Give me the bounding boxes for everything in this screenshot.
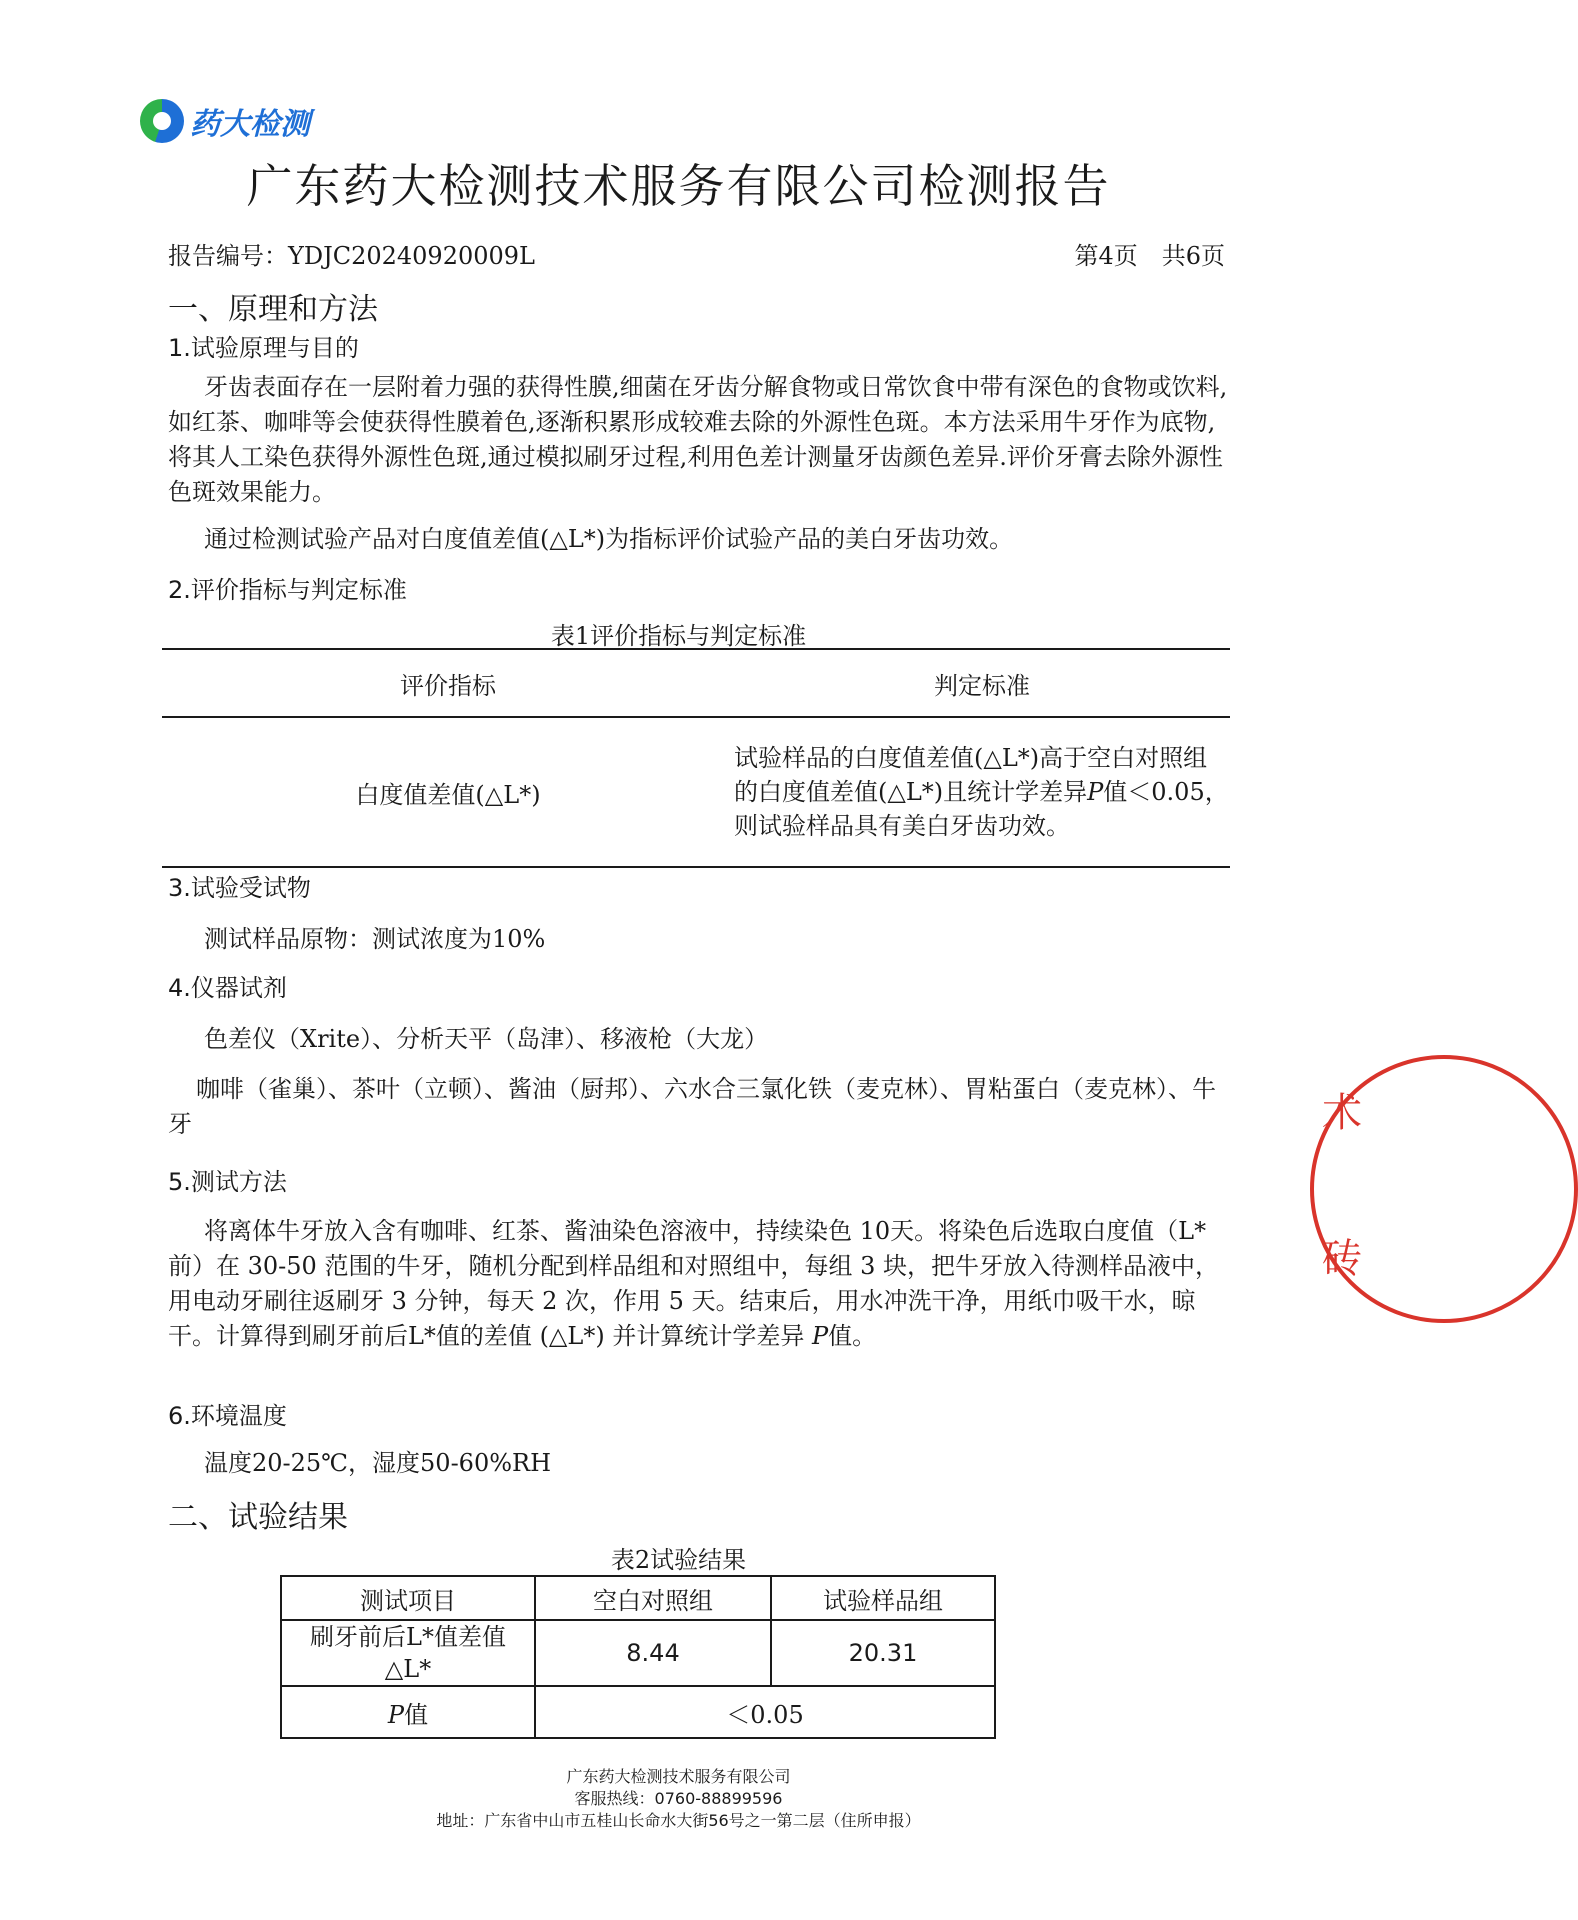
table-row [281,1686,995,1738]
table2-cell-sample-value: 20.31 [771,1620,995,1686]
red-seal-stamp [1310,1055,1370,1315]
table2-cell-delta-label: 刷牙前后L*值差值△L* [281,1620,535,1686]
table1-cell-criteria: 试验样品的白度值差值(△L*)高于空白对照组的白度值差值(△L*)且统计学差异P值＜0.05，则试验样品具有美白牙齿功效。 [734,717,1230,867]
table2-header-blank: 空白对照组 [535,1576,771,1620]
table2-cell-blank-value: 8.44 [535,1620,771,1686]
table-row [281,1576,995,1620]
footer-address: 地址：广东省中山市五桂山长命水大街56号之一第二层（住所申报） [436,1811,921,1830]
subsection-1-title: 1.试验原理与目的 [168,334,359,362]
subsection-4-title: 4.仪器试剂 [168,974,287,1002]
method-paragraph: 将离体牛牙放入含有咖啡、红茶、酱油染色溶液中，持续染色 10天。将染色后选取白度值（L*前）在 30-50 范围的牛牙，随机分配到样品组和对照组中，每组 3 块，把牛牙放入待测样品液中，用电动牙刷往返刷牙 3 分钟，每天 2 次，作用 5 天。结束后，用水冲洗干净，用纸巾吸干水，晾干。计算得到刷牙前后L*值的差值 (△L*) 并计算统计学差异 P值。 [168,1217,1219,1350]
seal-ring-icon: 术 砖 [1310,1055,1578,1323]
test-article-paragraph: 测试样品原物：测试浓度为10% [204,925,546,953]
logo-text: 药大检测 [190,107,310,142]
environment-paragraph: 温度20-25℃，湿度50-60%RH [204,1449,552,1477]
table2-caption: 表2试验结果 [610,1546,747,1574]
table2-header-item: 测试项目 [281,1576,535,1620]
subsection-5-title: 5.测试方法 [168,1168,287,1196]
table-row [162,717,1230,867]
footer-company: 广东药大检测技术服务有限公司 [566,1767,791,1786]
footer [0,1766,1357,1832]
report-number: 报告编号：YDJC20240920009L [168,242,535,270]
table2-cell-p-value: ＜0.05 [535,1686,995,1738]
principle-paragraph: 牙齿表面存在一层附着力强的获得性膜,细菌在牙齿分解食物或日常饮食中带有深色的食物或饮料,如红茶、咖啡等会使获得性膜着色,逐渐积累形成较难去除的外源性色斑。本方法采用牛牙作为底物,将其人工染色获得外源性色斑,通过模拟刷牙过程,利用色差计测量牙齿颜色差异.评价牙膏去除外源性色斑效果能力。 [168,373,1228,506]
table1-caption: 表1评价指标与判定标准 [550,622,807,650]
table2-header-sample: 试验样品组 [771,1576,995,1620]
report-title: 广东药大检测技术服务有限公司检测报告 [246,159,1111,213]
subsection-6-title: 6.环境温度 [168,1402,287,1430]
footer-hotline: 客服热线：0760-88899596 [574,1789,783,1808]
section-principle-title: 一、原理和方法 [168,292,378,327]
results-table [280,1575,996,1739]
company-logo [140,95,330,147]
table1-header-index: 评价指标 [162,649,734,717]
table1-header-criteria: 判定标准 [734,649,1230,717]
logo-mark-icon [140,99,184,143]
instruments-paragraph: 色差仪（Xrite）、分析天平（岛津）、移液枪（大龙） [204,1025,769,1053]
subsection-3-title: 3.试验受试物 [168,874,311,902]
table2-cell-p-label: P值 [281,1686,535,1738]
evaluation-paragraph: 通过检测试验产品对白度值差值(△L*)为指标评价试验产品的美白牙齿功效。 [204,525,1014,553]
table-row [281,1620,995,1686]
criteria-table [162,648,1230,868]
table1-cell-index: 白度值差值(△L*) [162,717,734,867]
reagents-paragraph: 咖啡（雀巢）、茶叶（立顿）、酱油（厨邦）、六水合三氯化铁（麦克林）、胃粘蛋白（麦克林）、牛牙 [168,1075,1216,1138]
page-info: 第4页 共6页 [1074,242,1225,270]
subsection-2-title: 2.评价指标与判定标准 [168,576,407,604]
section-results-title: 二、试验结果 [168,1500,348,1535]
